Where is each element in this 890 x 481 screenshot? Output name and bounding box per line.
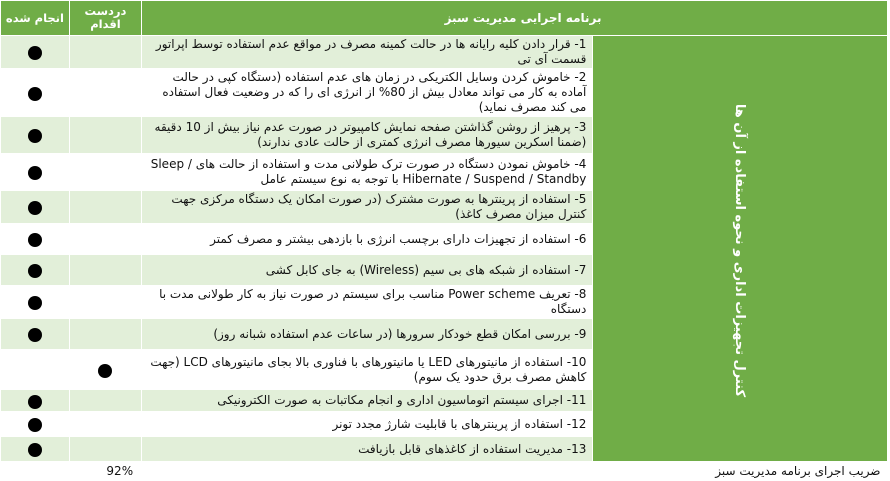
task-text: 13- مدیریت استفاده از کاغذهای قابل بازیافت: [142, 437, 593, 462]
task-text: 11- اجرای سیستم اتوماسیون اداری و انجام مکاتبات به صورت الکترونیکی: [142, 390, 593, 412]
done-marker-dot: [28, 328, 42, 342]
done-marker-dot: [28, 296, 42, 310]
summary-row: [1, 462, 890, 481]
in-progress-cell: [69, 319, 141, 350]
task-list: [1, 36, 890, 481]
table-edge: [887, 390, 890, 412]
task-text: 3- پرهیز از روشن گذاشتن صفحه نمایش کامپیوتر در صورت عدم نیاز بیش از 10 دقیقه (ضمنا اسکرین سیورها مصرف انرژی کمتری از حالت عادی ندارند): [142, 117, 593, 154]
task-text: 7- استفاده از شبکه های بی سیم (Wireless) به جای کابل کشی: [142, 255, 593, 286]
done-cell: [1, 350, 70, 390]
done-marker-dot: [28, 87, 42, 101]
summary-blank-cell: [1, 462, 70, 481]
in-progress-column-header: دردست اقدام: [69, 1, 141, 36]
done-marker-dot: [28, 233, 42, 247]
table-edge: [887, 350, 890, 390]
program-title-header: برنامه اجرایی مدیریت سبز: [142, 1, 887, 36]
in-progress-cell: [69, 412, 141, 437]
done-marker-dot: [28, 166, 42, 180]
done-marker-dot: [28, 395, 42, 409]
category-cell: [593, 36, 887, 462]
task-text: 12- استفاده از پرینترهای با قابلیت شارژ مجدد تونر: [142, 412, 593, 437]
in-progress-cell: [69, 69, 141, 117]
table-edge: [887, 117, 890, 154]
done-column-header: انجام شده: [1, 1, 70, 36]
category-label: کنترل تجهیزات اداری و نحوه استفاده از آن ها: [732, 103, 748, 398]
done-cell: [1, 412, 70, 437]
done-cell: [1, 36, 70, 69]
table-row: [1, 36, 890, 69]
table-edge: [887, 36, 890, 69]
done-cell: [1, 255, 70, 286]
table-edge: [887, 412, 890, 437]
task-text: 10- استفاده از مانیتورهای LED یا مانیتورهای با فناوری بالا بجای مانیتورهای LCD (جهت کاهش مصرف برق حدود یک سوم): [142, 350, 593, 390]
task-text: 1- قرار دادن کلیه رایانه ها در حالت کمینه مصرف در مواقع عدم استفاده توسط اپراتور قسمت آی تی: [142, 36, 593, 69]
done-marker-dot: [28, 418, 42, 432]
in-progress-cell: [69, 255, 141, 286]
done-cell: [1, 191, 70, 224]
in-progress-cell: [69, 36, 141, 69]
task-text: 6- استفاده از تجهیزات دارای برچسب انرژی با بازدهی بیشتر و مصرف کمتر: [142, 224, 593, 255]
in-progress-cell: [69, 390, 141, 412]
table-edge: [887, 224, 890, 255]
done-cell: [1, 286, 70, 319]
in-progress-cell: [69, 224, 141, 255]
task-text: 8- تعریف Power scheme مناسب برای سیستم در صورت نیاز به کار طولانی مدت با دستگاه: [142, 286, 593, 319]
task-text: 4- خاموش نمودن دستگاه در صورت ترک طولانی مدت و استفاده از حالت های Sleep / Hibernate / Suspend / Standby با توجه به نوع سیستم عامل: [142, 154, 593, 191]
in-progress-cell: [69, 437, 141, 462]
in-progress-cell: [69, 191, 141, 224]
table-edge: [887, 255, 890, 286]
table-edge: [887, 1, 890, 36]
done-cell: [1, 390, 70, 412]
table-edge: [887, 69, 890, 117]
in-progress-marker-dot: [98, 364, 112, 378]
done-cell: [1, 224, 70, 255]
summary-value: 92%: [69, 462, 141, 481]
task-text: 9- بررسی امکان قطع خودکار سرورها (در ساعات عدم استفاده شبانه روز): [142, 319, 593, 350]
in-progress-cell: [69, 154, 141, 191]
table-edge: [887, 462, 890, 481]
done-marker-dot: [28, 46, 42, 60]
done-cell: [1, 437, 70, 462]
task-text: 5- استفاده از پرینترها به صورت مشترک (در صورت امکان یک دستگاه مرکزی جهت کنترل میزان مصرف کاغذ): [142, 191, 593, 224]
table-edge: [887, 191, 890, 224]
summary-label: ضریب اجرای برنامه مدیریت سبز: [142, 462, 887, 481]
done-marker-dot: [28, 443, 42, 457]
done-cell: [1, 69, 70, 117]
in-progress-cell: [69, 286, 141, 319]
table-edge: [887, 437, 890, 462]
table-edge: [887, 154, 890, 191]
done-marker-dot: [28, 129, 42, 143]
done-cell: [1, 319, 70, 350]
table-edge: [887, 319, 890, 350]
in-progress-cell: [69, 117, 141, 154]
table-edge: [887, 286, 890, 319]
done-marker-dot: [28, 201, 42, 215]
task-text: 2- خاموش کردن وسایل الکتریکی در زمان های عدم استفاده (دستگاه کپی در حالت آماده به کار می تواند معادل بیش از 80% از انرژی ای را که در وضعیت فعال استفاده می کند مصرف نماید): [142, 69, 593, 117]
in-progress-cell: [69, 350, 141, 390]
done-marker-dot: [28, 264, 42, 278]
done-cell: [1, 154, 70, 191]
done-cell: [1, 117, 70, 154]
